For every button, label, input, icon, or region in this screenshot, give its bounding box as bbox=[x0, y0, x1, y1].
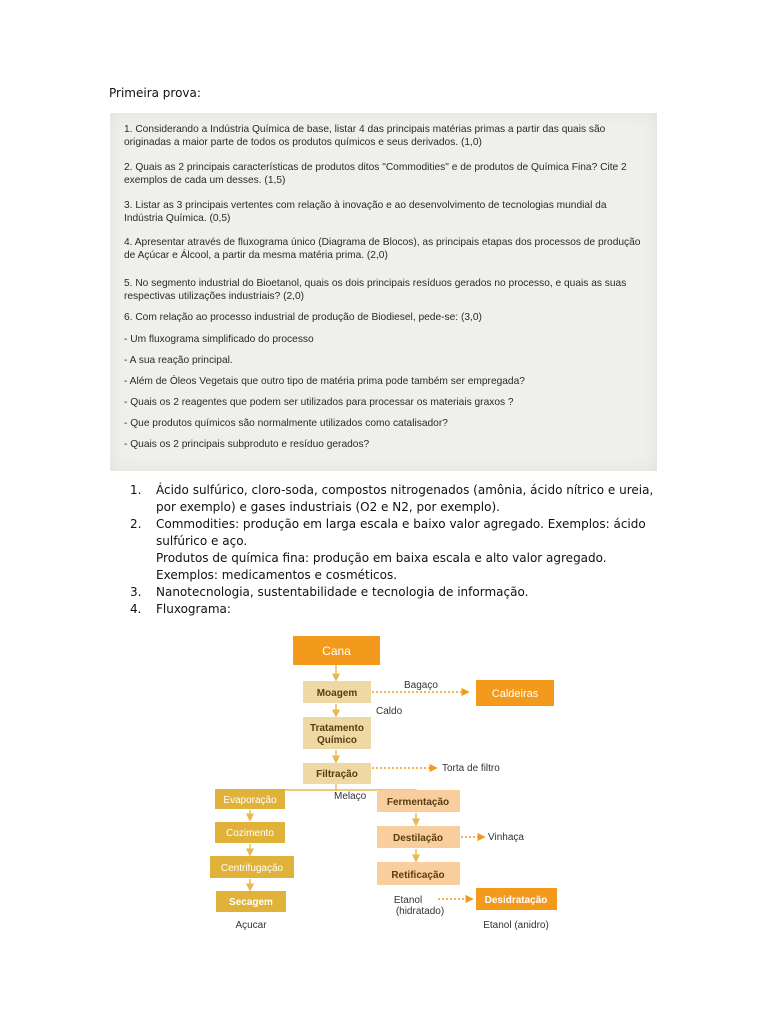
bagaco-label: Bagaço bbox=[404, 680, 438, 691]
answer-1 bbox=[130, 482, 670, 516]
question-5: 5. No segmento industrial do Bioetanol, quais os dois principais resíduos gerados no processo, e quais as suas respectivas utilizações industriais? (2,0) bbox=[124, 278, 627, 302]
tratamento-label: Químico bbox=[316, 735, 358, 746]
answers-list bbox=[130, 482, 670, 618]
torta-label: Torta de filtro bbox=[442, 763, 500, 774]
secagem-label: Secagem bbox=[229, 897, 273, 908]
acucar-label: Açucar bbox=[235, 920, 267, 931]
desidratacao-label: Desidratação bbox=[484, 895, 548, 906]
question-1: 1. Considerando a Indústria Química de base, listar 4 das principais matérias primas a partir das quais são originadas a maior parte de todos os produtos químicos e seus derivados. (1,0) bbox=[124, 124, 606, 148]
question-6-item: - A sua reação principal. bbox=[124, 355, 233, 366]
cozimento-label: Cozimento bbox=[226, 828, 274, 839]
fermentacao-label: Fermentação bbox=[386, 797, 450, 808]
answer-text: Commodities: produção em larga escala e baixo valor agregado. Exemplos: ácido sulfúrico e aço. bbox=[156, 517, 646, 548]
tratamento-label: Tratamento bbox=[310, 723, 364, 734]
filtracao-label: Filtração bbox=[316, 769, 358, 780]
melaco-label: Melaço bbox=[334, 791, 367, 802]
moagem-label: Moagem bbox=[316, 688, 358, 699]
answer-3 bbox=[130, 584, 670, 601]
question-6-item: - Que produtos químicos são normalmente utilizados como catalisador? bbox=[124, 418, 448, 429]
answer-text: Ácido sulfúrico, cloro-soda, compostos nitrogenados (amônia, ácido nítrico e ureia, por exemplo) e gases industriais (O2 e N2, por exemplo). bbox=[156, 483, 654, 514]
page-heading: Primeira prova: bbox=[109, 86, 201, 100]
question-3: 3. Listar as 3 principais vertentes com relação à inovação e ao desenvolvimento de tecnologias mundial da Indústria Química. (0,5) bbox=[124, 200, 607, 224]
sugar-ethanol-flowchart bbox=[200, 632, 580, 937]
retificacao-label: Retificação bbox=[391, 870, 445, 881]
question-6-item: - Além de Óleos Vegetais que outro tipo de matéria prima pode também ser empregada? bbox=[124, 376, 525, 387]
answer-number: 2. bbox=[130, 517, 142, 531]
caldeiras-label: Caldeiras bbox=[491, 688, 539, 700]
evaporacao-label: Evaporação bbox=[223, 795, 277, 806]
centrifugacao-label: Centrifugação bbox=[220, 863, 284, 874]
etanol-anidro-label: Etanol (anidro) bbox=[483, 920, 549, 931]
caldo-label: Caldo bbox=[376, 706, 403, 717]
etanol-hidratado-label: (hidratado) bbox=[395, 906, 445, 917]
answer-number: 1. bbox=[130, 483, 142, 497]
destilacao-label: Destilação bbox=[392, 833, 444, 844]
answer-number: 4. bbox=[130, 602, 142, 616]
cana-label: Cana bbox=[322, 644, 351, 658]
answer-2 bbox=[130, 516, 670, 584]
question-6-item: - Quais os 2 reagentes que podem ser utilizados para processar os materiais graxos ? bbox=[124, 397, 514, 408]
answer-4 bbox=[130, 601, 670, 618]
question-4: 4. Apresentar através de fluxograma único (Diagrama de Blocos), as principais etapas dos processos de produção de Açúcar e Álcool, a partir da mesma matéria prima. (2,0) bbox=[124, 237, 641, 261]
answer-text-continued: Produtos de química fina: produção em baixa escala e alto valor agregado. Exemplos: medicamentos e cosméticos. bbox=[156, 551, 607, 582]
question-6: 6. Com relação ao processo industrial de produção de Biodiesel, pede-se: (3,0) bbox=[124, 312, 482, 323]
question-6-item: - Um fluxograma simplificado do processo bbox=[124, 334, 314, 345]
vinhaca-label: Vinhaça bbox=[488, 832, 524, 843]
scanned-exam-image bbox=[110, 113, 657, 471]
answer-number: 3. bbox=[130, 585, 142, 599]
question-2: 2. Quais as 2 principais características de produtos ditos "Commodities" e de produtos de Química Fina? Cite 2 exemplos de cada um desses. (1,5) bbox=[124, 162, 627, 186]
etanol-hidratado-label: Etanol bbox=[393, 895, 423, 906]
question-6-item: - Quais os 2 principais subproduto e resíduo gerados? bbox=[124, 439, 370, 450]
answer-text: Fluxograma: bbox=[156, 602, 231, 616]
answer-text: Nanotecnologia, sustentabilidade e tecnologia de informação. bbox=[156, 585, 529, 599]
